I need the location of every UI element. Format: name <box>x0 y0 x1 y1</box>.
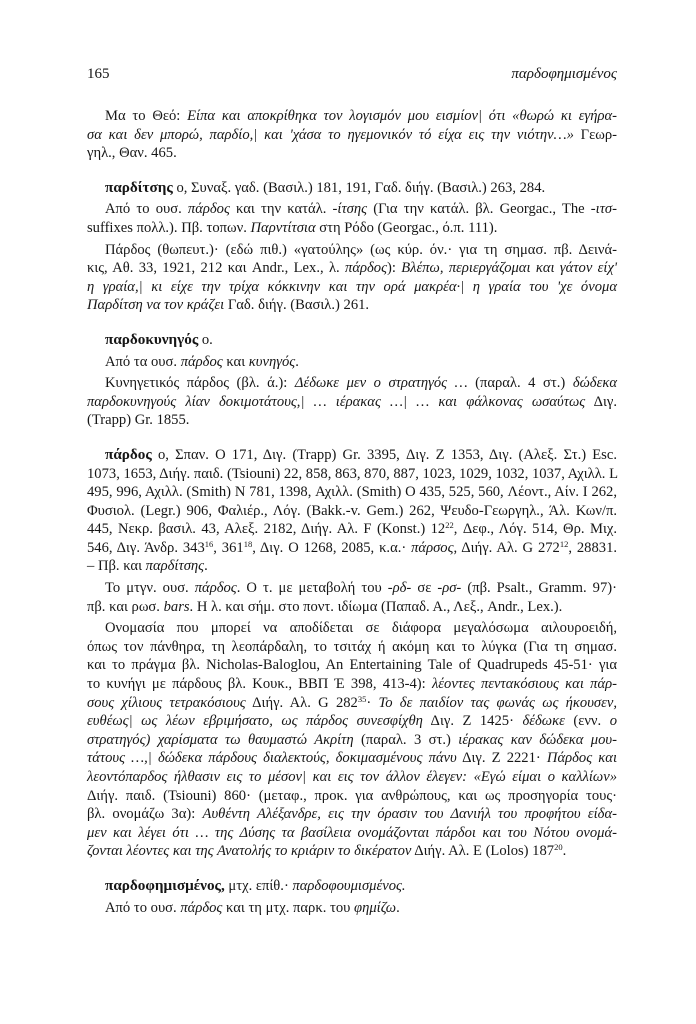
text-segment: , 361 <box>213 539 244 556</box>
text-line <box>87 296 617 315</box>
entry-paragraph <box>87 446 617 576</box>
text-segment: πάρδος <box>345 260 387 277</box>
text-line <box>87 278 617 297</box>
text-segment: 1073, 1653, Διήγ. παιδ. (Tsiouni) 22, 858, 863, 870, 887, 1023, 1029, 1032, 1037, Αχιλλ. L <box>87 465 618 482</box>
text-segment: βλ. ονομάζω 3α): <box>87 806 203 823</box>
text-segment: . <box>204 558 208 575</box>
text-line <box>87 899 617 918</box>
headword: πάρδος <box>105 445 152 463</box>
text-segment: δέδωκε <box>522 713 565 730</box>
text-line <box>87 824 617 843</box>
text-segment: (ενν. <box>564 713 610 730</box>
text-segment: ζονται λέοντες και της Ανατολής το κριάριν το δικέρατον <box>87 843 412 860</box>
text-line <box>87 539 617 558</box>
dictionary-entry <box>87 179 617 315</box>
text-segment: (παραλ. 4 στ.) <box>467 375 573 392</box>
text-segment: Γεωρ- <box>580 126 617 143</box>
text-segment: λεοντόπαρδος ήλθασιν εις το μέσον| και εις τον άλλον έλεγεν: «Εγώ είμαι ο καλλίων» <box>87 769 617 785</box>
text-segment: Από το ουσ. <box>105 201 188 218</box>
text-segment: και <box>222 353 249 370</box>
text-line <box>87 374 617 393</box>
dictionary-entry <box>87 446 617 861</box>
entry-paragraph <box>87 331 617 350</box>
text-line <box>87 353 617 372</box>
text-segment: · <box>366 694 379 711</box>
text-segment: Κυνηγετικός πάρδος (βλ. ά.): <box>105 375 295 392</box>
text-line <box>87 638 617 657</box>
text-line <box>87 579 617 598</box>
text-line <box>87 520 617 539</box>
text-segment: κις, Αθ. 33, 1921, 212 και Andr., Lex., λ. <box>87 260 346 277</box>
entry-paragraph <box>87 899 617 918</box>
text-segment: . <box>295 353 299 370</box>
superscript: 22 <box>445 520 454 531</box>
superscript: 16 <box>204 538 214 549</box>
text-segment: ο, Συναξ. γαδ. (Βασιλ.) 181, 191, Γαδ. διήγ. (Βασιλ.) 263, 284. <box>172 179 546 196</box>
text-segment: bars <box>163 598 190 615</box>
headword: παρδοφημισμένος, <box>105 876 225 894</box>
text-segment: ιέρακας καν δώδεκα μου- <box>458 731 617 748</box>
text-segment: ο, Σπαν. Ο 171, Διγ. (Trapp) Gr. 3395, Διγ. Ζ 1353, Διγ. (Αλεξ. Στ.) Esc. <box>151 446 617 463</box>
running-head: παρδοφημισμένος <box>511 66 617 82</box>
text-segment: φημίζω <box>354 899 397 916</box>
text-segment: -ρσ- <box>437 580 462 597</box>
text-line <box>87 619 617 638</box>
text-segment: (Για την κατάλ. βλ. Georgac., The <box>367 201 591 218</box>
text-segment: 546, Διγ. Άνδρ. 343 <box>87 539 205 556</box>
text-segment: μεν και λέγει ότι … της Δύσης τα βασίλεια ονομάζονται πάρδοι και του Νότου ονομά- <box>87 824 617 841</box>
text-segment: 495, 996, Αχιλλ. (Smith) N 781, 1398, Αχιλλ. (Smith) O 435, 525, 560, Λέοντ., Αίν. I 262, <box>87 484 617 501</box>
text-segment: 445, Νεκρ. βασιλ. 43, Αλεξ. 2182, Διήγ. Αλ. F (Konst.) 12 <box>87 521 446 538</box>
text-segment: και την κατάλ. <box>229 201 333 218</box>
superscript: 35 <box>357 693 367 704</box>
text-segment: ευθέως| ως λέων εβριμήσατο, ως πάρδος συνεσφίχθη <box>87 713 423 730</box>
text-segment: Πάρδος και <box>546 750 618 767</box>
text-line <box>87 144 617 163</box>
text-line <box>87 200 617 219</box>
text-line <box>87 241 617 260</box>
text-segment: -ρδ- <box>387 580 412 597</box>
text-line <box>87 731 617 750</box>
headword: παρδίτσης <box>105 178 173 196</box>
text-segment: δώδεκα <box>572 375 617 392</box>
text-segment: Μα το Θεό: <box>105 108 188 124</box>
text-segment: , Διήγ. Αλ. G 272 <box>453 539 560 556</box>
text-segment: Φυσιολ. (Legr.) 906, Φαλιέρ., Λόγ. (Bakk.-v. Gem.) 262, Ψευδο-Γεωργηλ., Άλ. Κων/π. <box>87 502 617 519</box>
dictionary-entries <box>87 107 617 933</box>
text-segment: Διγ. Ζ 1425· <box>422 713 523 730</box>
text-segment: Βλέπω, περιεργάζομαι και γάτον είχ' <box>401 260 617 277</box>
text-segment: Το δε παιδίον τας φωνάς ως ήκουσεν, <box>378 694 617 711</box>
text-segment: σα και δεν μπορώ, παρδίο,| και 'χάσα το ηγεμονικόν τό είχα εις την νιότην…» <box>87 126 581 143</box>
text-segment: στη Ρόδο (Georgac., ό.π. 111). <box>315 219 498 236</box>
text-line <box>87 877 617 896</box>
text-line <box>87 219 617 238</box>
text-line <box>87 179 617 198</box>
text-line <box>87 465 617 484</box>
text-segment: . Ο τ. με μεταβολή του <box>236 580 388 597</box>
text-line <box>87 675 617 694</box>
text-segment: και το πράγμα βλ. Nicholas-Baloglou, An Entertaining Tale of Quadrupeds 45-51· για <box>87 657 617 674</box>
text-segment: Παρντίτσια <box>250 219 316 236</box>
entry-paragraph <box>87 619 617 861</box>
text-segment: . <box>396 899 400 916</box>
entry-paragraph <box>87 241 617 315</box>
text-segment: παρδοκυνηγούς λίαν δοκιμοτάτους,| … ιέρακας …| … και φάλκονας ωσαύτως <box>87 393 586 410</box>
text-segment: Διήγ. Αλ. Ε (Lolos) 187 <box>411 843 555 860</box>
text-line <box>87 749 617 768</box>
dictionary-entry <box>87 107 617 163</box>
text-line <box>87 107 617 126</box>
text-segment: -ίτσης <box>332 201 368 218</box>
text-line <box>87 126 617 145</box>
text-segment: σους χίλιους τετρακόσιους <box>87 694 246 711</box>
dictionary-entry <box>87 877 617 917</box>
superscript: 20 <box>554 842 563 853</box>
entry-paragraph <box>87 579 617 616</box>
text-segment: , 28831. <box>568 539 618 556</box>
text-segment: Αυθέντη Αλέξανδρε, εις την όρασιν του Δανιήλ του προφήτου είδα- <box>202 806 617 823</box>
entry-paragraph <box>87 179 617 198</box>
text-line <box>87 656 617 675</box>
entry-paragraph <box>87 877 617 896</box>
text-segment: πάρδος <box>187 201 230 218</box>
headword: παρδοκυνηγός <box>105 330 199 348</box>
text-line <box>87 483 617 502</box>
dictionary-entry <box>87 331 617 430</box>
text-segment: Είπα και αποκρίθηκα τον λογισμόν μου εισμίον| ότι «θωρώ κι εγήρα- <box>187 108 617 124</box>
entry-paragraph <box>87 374 617 430</box>
text-segment: (Trapp) Gr. 1855. <box>87 412 190 429</box>
text-segment: Από το ουσ. <box>105 899 181 916</box>
text-segment: και τη μτχ. παρκ. του <box>222 899 355 916</box>
text-segment: Διήγ. παιδ. (Tsiouni) 860· (μεταφ., προκ. για ανθρώπους, και ως προσηγορία τους· <box>87 787 617 804</box>
text-segment: παρδίτσης <box>145 558 205 575</box>
text-segment: σε <box>411 580 438 597</box>
text-segment: πάρδος <box>180 353 223 370</box>
text-segment: Διγ. <box>585 393 617 410</box>
text-line <box>87 446 617 465</box>
text-segment: Ονομασία που μπορεί να αποδίδεται σε διάφορα μεγαλόσωμα αιλουροειδή, <box>105 620 617 637</box>
text-segment: πάρδος <box>194 580 237 597</box>
superscript: 12 <box>559 538 569 549</box>
text-segment: όπως τον πάνθηρα, τη λεοπάρδαλη, το τσιτάχ ή ακόμη και το λύγκα (Για τη σημασ. <box>87 638 617 655</box>
text-line <box>87 787 617 806</box>
text-segment: παρδοφουμισμένος. <box>292 877 406 894</box>
text-line <box>87 557 617 576</box>
text-segment: η γραία,| κι είχε την τρίχα κόκκινην και την ορά μακρέα·| η γραία του 'χε όνομα <box>87 278 617 295</box>
text-line <box>87 712 617 731</box>
text-segment: στρατηγός) χαρίσματα τω θαυμαστώ Ακρίτη <box>87 731 354 748</box>
text-segment: πάρσος <box>411 539 454 556</box>
text-segment: Παρδίτση να τον κράζει <box>87 297 225 314</box>
text-segment: το κυνήγι με πάρδους βλ. Κουκ., ΒΒΠ Έ 398, 413-4): <box>87 676 432 693</box>
text-segment: Διήγ. Αλ. G 282 <box>245 694 358 711</box>
text-line <box>87 768 617 787</box>
text-line <box>87 805 617 824</box>
text-line <box>87 694 617 713</box>
page-number: 165 <box>87 66 110 82</box>
text-line <box>87 842 617 861</box>
text-segment: Το μτγν. ουσ. <box>105 580 195 597</box>
text-line <box>87 259 617 278</box>
text-segment: (πβ. Psalt., Gramm. 97)· <box>461 580 617 597</box>
text-segment: Διγ. Ζ 2221· <box>456 750 547 767</box>
text-line <box>87 598 617 617</box>
text-segment: Από τα ουσ. <box>105 353 181 370</box>
text-segment: (παραλ. 3 στ.) <box>353 731 459 748</box>
text-line <box>87 393 617 412</box>
text-segment: ο <box>609 713 617 730</box>
text-segment: τάτους …,| δώδεκα πάρδους διαλεκτούς, δοκιμασμένους πάνυ <box>87 750 457 767</box>
text-segment: Γαδ. διήγ. (Βασιλ.) 261. <box>224 297 370 314</box>
text-segment: πβ. και ρωσ. <box>87 598 164 615</box>
text-segment: , Διγ. Ο 1268, 2085, κ.α.· <box>252 539 412 556</box>
text-segment: suffixes πολλ.). Πβ. τοπων. <box>87 219 251 236</box>
text-segment: . <box>562 843 567 860</box>
entry-paragraph <box>87 200 617 237</box>
text-segment: Πάρδος (θωπευτ.)· (εδώ πιθ.) «γατούλης» (ως κύρ. όν.· για τη σημασ. πβ. Δεινά- <box>105 241 617 258</box>
text-segment: , Δεφ., Λόγ. 514, Θρ. Μιχ. <box>453 521 617 538</box>
text-segment: Δέδωκε μεν ο στρατηγός … <box>294 375 468 392</box>
text-segment: κυνηγός <box>248 353 296 370</box>
text-line <box>87 331 617 350</box>
text-segment: -ιτσ- <box>590 201 617 218</box>
superscript: 18 <box>243 538 253 549</box>
text-segment: . Η λ. και σήμ. στο ποντ. ιδίωμα (Παπαδ. Α., Λεξ., Andr., Lex.). <box>189 598 563 615</box>
text-segment: ): <box>387 260 402 277</box>
text-segment: πάρδος <box>180 899 223 916</box>
text-line <box>87 502 617 521</box>
text-segment: μτχ. επίθ.· <box>224 877 293 894</box>
text-line <box>87 411 617 430</box>
text-segment: – Πβ. και <box>87 558 146 575</box>
entry-paragraph <box>87 107 617 163</box>
text-segment: γηλ., Θαν. 465. <box>87 145 177 162</box>
entry-paragraph <box>87 353 617 372</box>
text-segment: λέοντες πεντακόσιους και πάρ- <box>431 676 617 693</box>
text-segment: ο. <box>198 331 213 348</box>
